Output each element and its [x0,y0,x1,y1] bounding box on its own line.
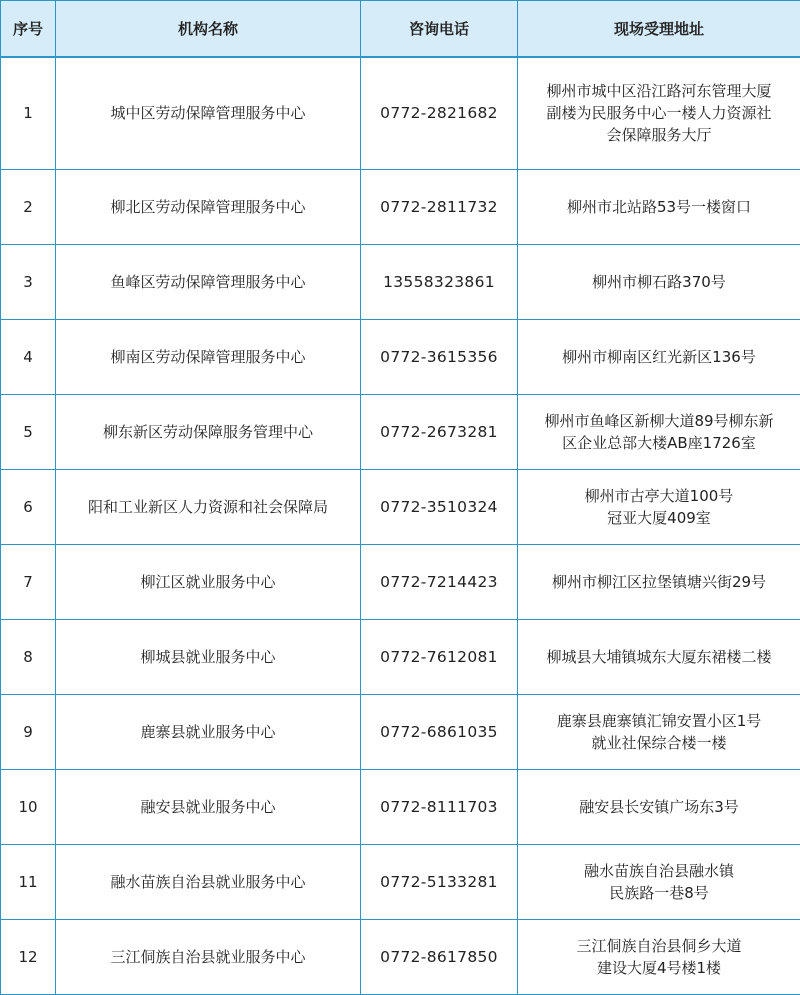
table-row [1,844,800,919]
header-row [1,1,800,58]
address-line: 鹿寨县鹿寨镇汇锦安置小区1号 [522,710,796,732]
address-cell [518,619,800,694]
address-cell [518,319,800,394]
org-name: 柳江区就业服务中心 [56,544,361,619]
row-index: 4 [1,319,56,394]
address-line: 会保障服务大厅 [522,124,796,146]
row-index: 2 [1,169,56,244]
address-line: 柳州市柳南区红光新区136号 [522,346,796,368]
address-line: 建设大厦4号楼1楼 [522,957,796,979]
address-line: 柳州市鱼峰区新柳大道89号柳东新 [522,410,796,432]
phone-number: 0772-3615356 [361,319,518,394]
table-row [1,169,800,244]
address-line: 柳州市柳江区拉堡镇塘兴街29号 [522,571,796,593]
address-cell [518,544,800,619]
table-header [1,1,800,58]
phone-number: 0772-8617850 [361,919,518,994]
address-line: 柳州市古亭大道100号 [522,485,796,507]
org-name: 三江侗族自治县就业服务中心 [56,919,361,994]
address-line: 民族路一巷8号 [522,882,796,904]
address-line: 副楼为民服务中心一楼人力资源社 [522,102,796,124]
phone-number: 0772-2811732 [361,169,518,244]
header-org-name: 机构名称 [56,1,361,58]
address-line: 柳州市北站路53号一楼窗口 [522,196,796,218]
org-name: 鹿寨县就业服务中心 [56,694,361,769]
address-cell [518,394,800,469]
table-row [1,319,800,394]
address-cell [518,244,800,319]
phone-number: 0772-6861035 [361,694,518,769]
row-index: 7 [1,544,56,619]
org-name: 柳东新区劳动保障服务管理中心 [56,394,361,469]
row-index: 11 [1,844,56,919]
phone-number: 0772-5133281 [361,844,518,919]
address-line: 融水苗族自治县融水镇 [522,860,796,882]
address-cell [518,694,800,769]
org-name: 融安县就业服务中心 [56,769,361,844]
phone-number: 0772-8111703 [361,769,518,844]
table-row [1,544,800,619]
table-row [1,244,800,319]
address-line: 三江侗族自治县侗乡大道 [522,935,796,957]
address-line: 柳州市柳石路370号 [522,271,796,293]
table-row [1,694,800,769]
phone-number: 0772-7612081 [361,619,518,694]
address-line: 冠亚大厦409室 [522,507,796,529]
org-name: 柳北区劳动保障管理服务中心 [56,169,361,244]
row-index: 12 [1,919,56,994]
row-index: 1 [1,57,56,169]
phone-number: 0772-3510324 [361,469,518,544]
address-line: 区企业总部大楼AB座1726室 [522,432,796,454]
org-name: 柳城县就业服务中心 [56,619,361,694]
address-cell [518,769,800,844]
address-line: 柳州市城中区沿江路河东管理大厦 [522,80,796,102]
table-row [1,769,800,844]
address-cell [518,169,800,244]
header-phone: 咨询电话 [361,1,518,58]
row-index: 10 [1,769,56,844]
org-name: 柳南区劳动保障管理服务中心 [56,319,361,394]
table-body [1,57,800,994]
row-index: 9 [1,694,56,769]
address-cell [518,844,800,919]
phone-number: 13558323861 [361,244,518,319]
address-cell [518,919,800,994]
table-row [1,394,800,469]
header-address: 现场受理地址 [518,1,800,58]
org-name: 鱼峰区劳动保障管理服务中心 [56,244,361,319]
row-index: 3 [1,244,56,319]
org-name: 城中区劳动保障管理服务中心 [56,57,361,169]
table-row [1,919,800,994]
table-row [1,619,800,694]
address-line: 柳城县大埔镇城东大厦东裙楼二楼 [522,646,796,668]
phone-number: 0772-2821682 [361,57,518,169]
org-name: 融水苗族自治县就业服务中心 [56,844,361,919]
header-index: 序号 [1,1,56,58]
row-index: 5 [1,394,56,469]
address-cell [518,57,800,169]
phone-number: 0772-7214423 [361,544,518,619]
table-row [1,469,800,544]
address-line: 就业社保综合楼一楼 [522,732,796,754]
row-index: 8 [1,619,56,694]
address-cell [518,469,800,544]
table-row [1,57,800,169]
row-index: 6 [1,469,56,544]
phone-number: 0772-2673281 [361,394,518,469]
org-name: 阳和工业新区人力资源和社会保障局 [56,469,361,544]
address-line: 融安县长安镇广场东3号 [522,796,796,818]
